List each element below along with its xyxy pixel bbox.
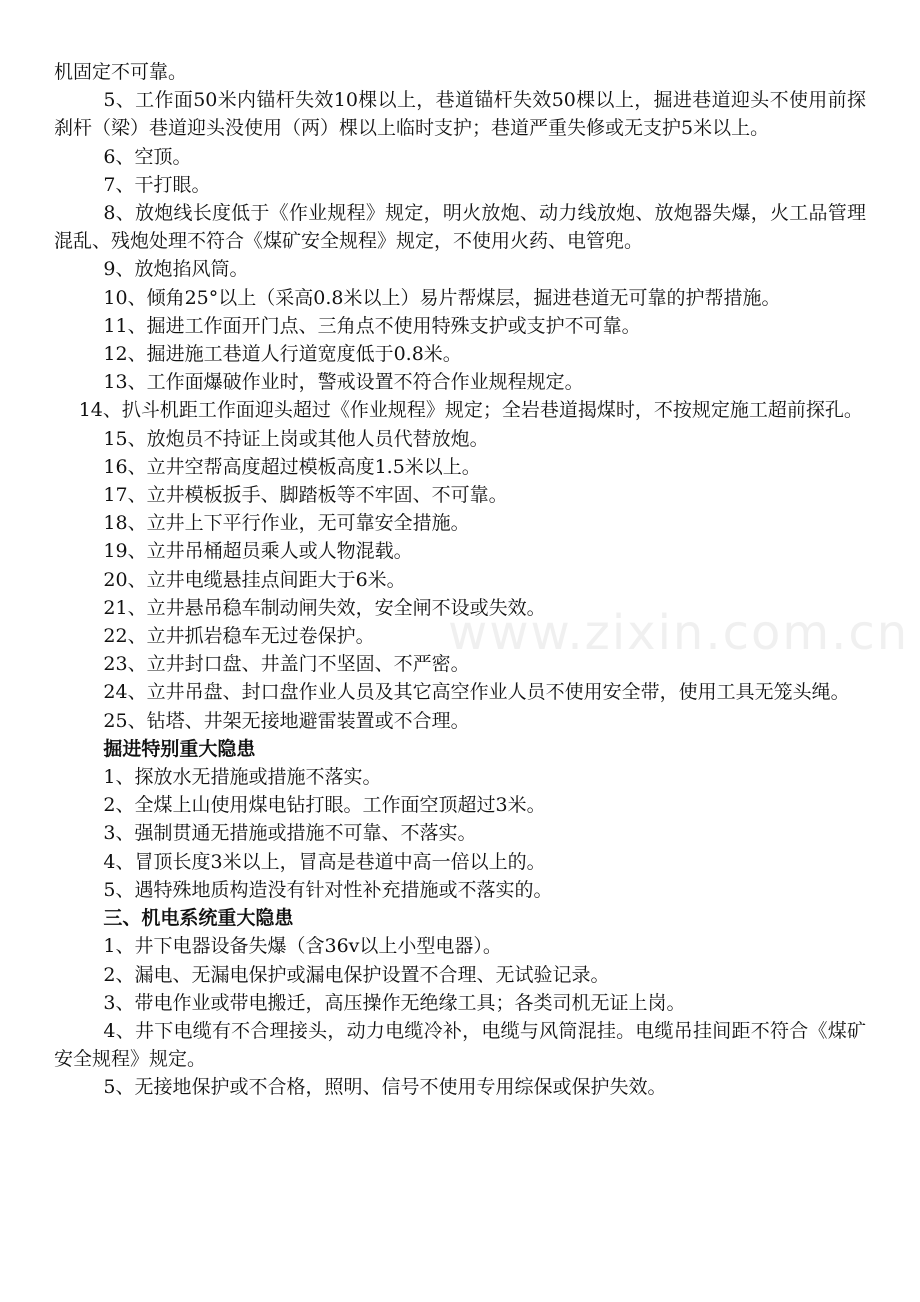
item-17: 17、立井模板扳手、脚踏板等不牢固、不可靠。	[103, 484, 508, 507]
electro-item-1: 1、井下电器设备失爆（含36v以上小型电器）。	[103, 935, 502, 958]
item-22: 22、立井抓岩稳车无过卷保护。	[103, 625, 375, 648]
item-7: 7、干打眼。	[103, 173, 211, 196]
section-heading-electromechanical: 三、机电系统重大隐患	[103, 907, 294, 930]
item-21: 21、立井悬吊稳车制动闸失效，安全闸不设或失效。	[103, 596, 546, 619]
electro-item-3: 3、带电作业或带电搬迁，高压操作无绝缘工具；各类司机无证上岗。	[103, 991, 686, 1014]
item-6: 6、空顶。	[103, 145, 192, 168]
tunneling-item-3: 3、强制贯通无措施或措施不可靠、不落实。	[103, 822, 477, 845]
item-16: 16、立井空帮高度超过模板高度1.5米以上。	[103, 455, 481, 478]
tunneling-item-4: 4、冒顶长度3米以上，冒高是巷道中高一倍以上的。	[103, 850, 546, 873]
item-13: 13、工作面爆破作业时，警戒设置不符合作业规程规定。	[103, 371, 584, 394]
item-19: 19、立井吊桶超员乘人或人物混载。	[103, 540, 413, 563]
item-11: 11、掘进工作面开门点、三角点不使用特殊支护或支护不可靠。	[103, 314, 641, 337]
item-25: 25、钻塔、井架无接地避雷装置或不合理。	[103, 709, 470, 732]
section-heading-tunneling: 掘进特别重大隐患	[103, 737, 256, 760]
item-12: 12、掘进施工巷道人行道宽度低于0.8米。	[103, 343, 462, 366]
electro-item-2: 2、漏电、无漏电保护或漏电保护设置不合理、无试验记录。	[103, 963, 610, 986]
item-8: 8、放炮线长度低于《作业规程》规定，明火放炮、动力线放炮、放炮器失爆，火工品管理混乱、残炮处理不符合《煤矿安全规程》规定，不使用火药、电管兜。	[54, 202, 866, 253]
item-24: 24、立井吊盘、封口盘作业人员及其它高空作业人员不使用安全带，使用工具无笼头绳。	[103, 681, 850, 704]
document-page	[54, 58, 866, 1102]
item-5: 5、工作面50米内锚杆失效10棵以上，巷道锚杆失效50棵以上，掘进巷道迎头不使用前探刹杆（梁）巷道迎头没使用（两）棵以上临时支护；巷道严重失修或无支护5米以上。	[54, 89, 866, 140]
tunneling-item-5: 5、遇特殊地质构造没有针对性补充措施或不落实的。	[103, 878, 553, 901]
item-14: 14、扒斗机距工作面迎头超过《作业规程》规定；全岩巷道揭煤时，不按规定施工超前探孔。	[78, 399, 863, 422]
item-15: 15、放炮员不持证上岗或其他人员代替放炮。	[103, 427, 489, 450]
item-10: 10、倾角25°以上（采高0.8米以上）易片帮煤层，掘进巷道无可靠的护帮措施。	[103, 286, 781, 309]
item-9: 9、放炮掐风筒。	[103, 258, 249, 281]
tunneling-item-2: 2、全煤上山使用煤电钻打眼。工作面空顶超过3米。	[103, 794, 546, 817]
item-20: 20、立井电缆悬挂点间距大于6米。	[103, 568, 406, 591]
tunneling-item-1: 1、探放水无措施或措施不落实。	[103, 766, 382, 789]
electro-item-5: 5、无接地保护或不合格，照明、信号不使用专用综保或保护失效。	[103, 1076, 667, 1099]
item-23: 23、立井封口盘、井盖门不坚固、不严密。	[103, 653, 470, 676]
item-18: 18、立井上下平行作业，无可靠安全措施。	[103, 512, 470, 535]
watermark: www.zixin.com.cn	[448, 605, 910, 661]
paragraph-continuation: 机固定不可靠。	[54, 61, 188, 83]
electro-item-4: 4、井下电缆有不合理接头，动力电缆冷补，电缆与风筒混挂。电缆吊挂间距不符合《煤矿安全规程》规定。	[54, 1019, 866, 1071]
